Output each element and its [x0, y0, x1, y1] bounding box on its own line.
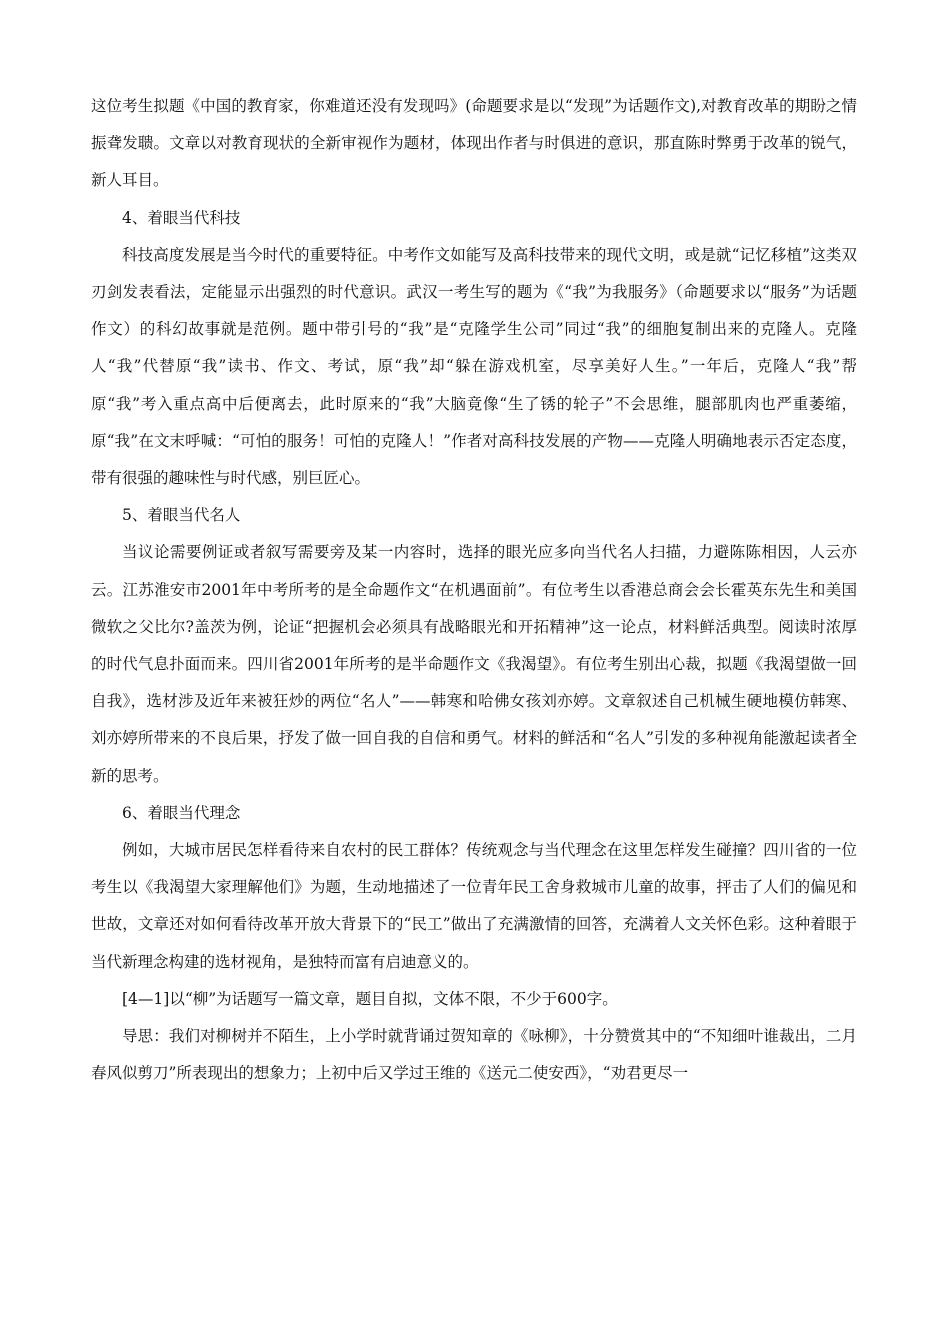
paragraph-concepts: 例如，大城市居民怎样看待来自农村的民工群体？传统观念与当代理念在这里怎样发生碰撞？四川省的一位考生以《我渴望大家理解他们》为题，生动地描述了一位青年民工舍身救城市儿童的故事，抨击了人们的偏见和世故，文章还对如何看待改革开放大背景下的“民工”做出了充满激情的回答，充满着人文关怀色彩。这种着眼于当代新理念构建的选材视角，是独特而富有启迪意义的。 [91, 841, 857, 971]
paragraph-guide: 导思：我们对柳树并不陌生，上小学时就背诵过贺知章的《咏柳》，十分赞赏其中的“不知细叶谁裁出，二月春风似剪刀”所表现出的想象力；上初中后又学过王维的《送元二使安西》，“劝君更尽一 [91, 1027, 857, 1083]
paragraph-celebrities: 当议论需要例证或者叙写需要旁及某一内容时，选择的眼光应多向当代名人扫描，力避陈陈相因，人云亦云。江苏淮安市2001年中考所考的是全命题作文“在机遇面前”。有位考生以香港总商会会长霍英东先生和美国微软之父比尔?盖茨为例，论证“把握机会必须具有战略眼光和开拓精神”这一论点，材料鲜活典型。阅读时浓厚的时代气息扑面而来。四川省2001年所考的是半命题作文《我渴望》。有位考生别出心裁，拟题《我渴望做一回自我》，选材涉及近年来被狂炒的两位“名人”——韩寒和哈佛女孩刘亦婷。文章叙述自己机械生硬地模仿韩寒、刘亦婷所带来的不良后果，抒发了做一回自我的自信和勇气。材料的鲜活和“名人”引发的多种视角能激起读者全新的思考。 [91, 543, 857, 785]
writing-task: [4—1]以“柳”为话题写一篇文章，题目自拟，文体不限，不少于600字。 [122, 989, 618, 1008]
section-heading-concepts: 6、着眼当代理念 [122, 803, 241, 822]
section-heading-technology: 4、着眼当代科技 [122, 208, 241, 227]
section-heading-celebrities: 5、着眼当代名人 [122, 506, 241, 525]
document-page [91, 88, 857, 1092]
paragraph-intro: 这位考生拟题《中国的教育家，你难道还没有发现吗》(命题要求是以“发现”为话题作文),对教育改革的期盼之情振聋发聩。文章以对教育现状的全新审视作为题材，体现出作者与时俱进的意识，那直陈时弊勇于改革的锐气，新人耳目。 [91, 97, 857, 190]
paragraph-technology: 科技高度发展是当今时代的重要特征。中考作文如能写及高科技带来的现代文明，或是就“记忆移植”这类双刃剑发表看法，定能显示出强烈的时代意识。武汉一考生写的题为《“我”为我服务》（命题要求以“服务”为话题作文）的科幻故事就是范例。题中带引号的“我”是“克隆学生公司”同过“我”的细胞复制出来的克隆人。克隆人“我”代替原“我”读书、作文、考试，原“我”却“躲在游戏机室，尽享美好人生。”一年后，克隆人“我”帮原“我”考入重点高中后便离去，此时原来的“我”大脑竟像“生了锈的轮子”不会思维，腿部肌肉也严重萎缩，原“我”在文末呼喊：“可怕的服务！可怕的克隆人！”作者对高科技发展的产物——克隆人明确地表示否定态度，带有很强的趣味性与时代感，别巨匠心。 [91, 245, 857, 488]
